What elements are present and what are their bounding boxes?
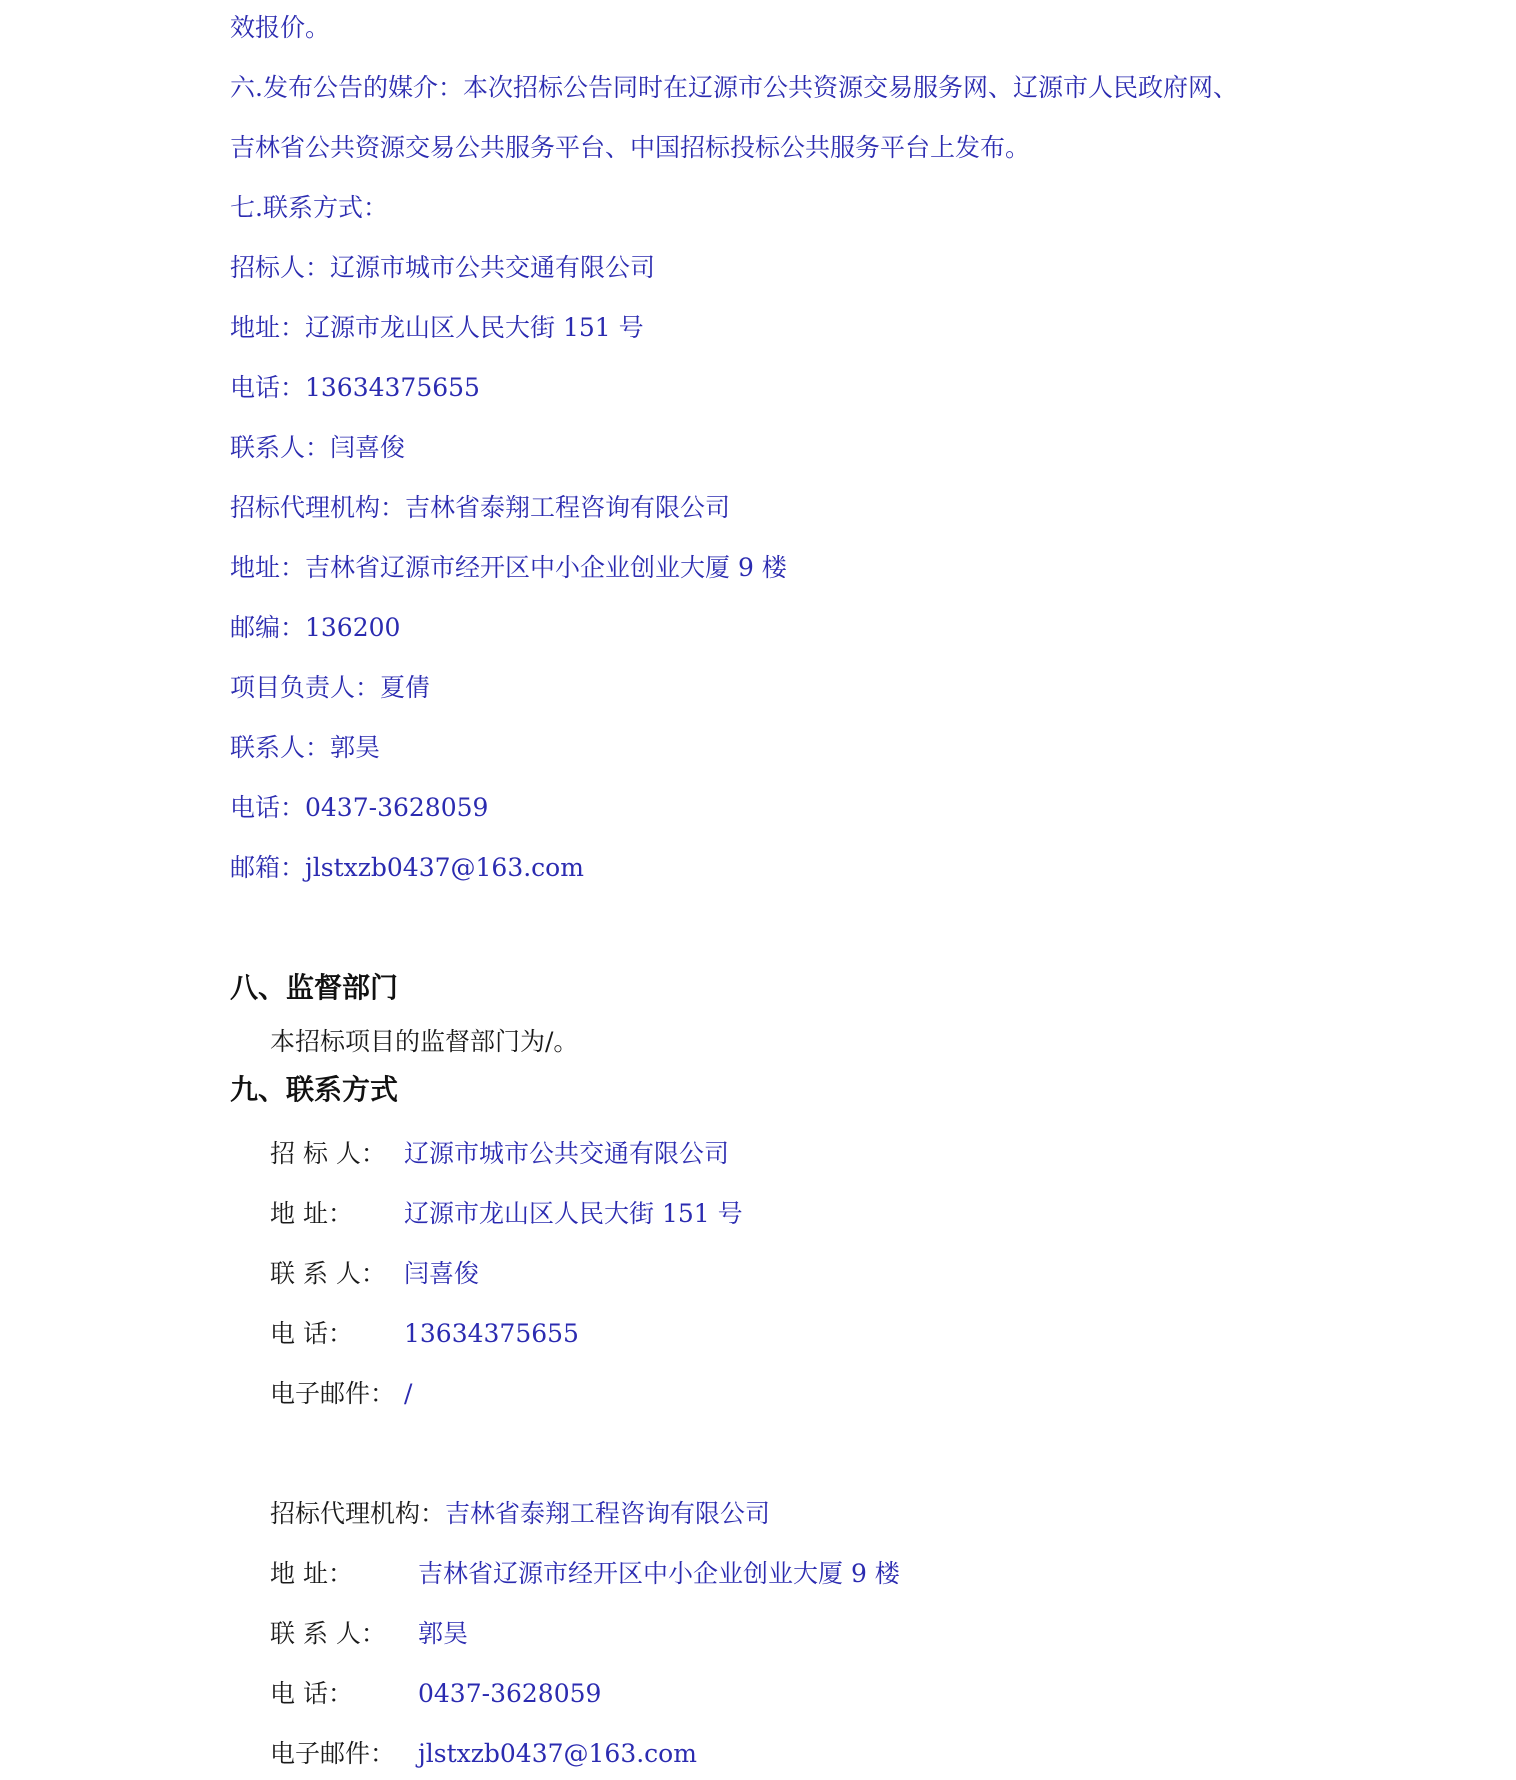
field-label: 地 址：: [270, 1559, 353, 1588]
text-line: 招标代理机构：吉林省泰翔工程咨询有限公司: [230, 493, 731, 522]
text-line: 联系人：闫喜俊: [230, 433, 406, 462]
text-line: 七.联系方式：: [230, 193, 388, 222]
field-value: 0437-3628059: [418, 1679, 602, 1708]
section-heading: 九、联系方式: [230, 1073, 399, 1106]
field-label: 地 址：: [270, 1199, 353, 1228]
field-value: 吉林省泰翔工程咨询有限公司: [445, 1499, 771, 1528]
contact-row: [270, 1316, 579, 1352]
section-body: 本招标项目的监督部门为/。: [270, 1027, 579, 1056]
text-line: 联系人：郭昊: [230, 733, 381, 762]
text-line: 效报价。: [230, 13, 331, 42]
text-line: 电话：0437-3628059: [230, 793, 489, 822]
field-value: 辽源市龙山区人民大街 151 号: [404, 1199, 743, 1228]
field-value: jlstxzb0437@163.com: [418, 1739, 697, 1768]
text-line: 招标人：辽源市城市公共交通有限公司: [230, 253, 656, 282]
field-value: 13634375655: [404, 1319, 579, 1348]
contact-row: [270, 1136, 729, 1172]
field-value: 辽源市城市公共交通有限公司: [404, 1139, 730, 1168]
contact-row: [270, 1676, 601, 1712]
field-label: 电 话：: [270, 1679, 353, 1708]
field-value: 吉林省辽源市经开区中小企业创业大厦 9 楼: [418, 1559, 900, 1588]
text-line: 地址：吉林省辽源市经开区中小企业创业大厦 9 楼: [230, 553, 787, 582]
field-label: 联 系 人：: [270, 1619, 386, 1648]
contact-row: [270, 1556, 900, 1592]
field-label: 电 话：: [270, 1319, 353, 1348]
section-heading: 八、监督部门: [230, 971, 399, 1004]
field-label: 电子邮件：: [270, 1379, 396, 1408]
field-label: 电子邮件：: [270, 1739, 396, 1768]
contact-row: [270, 1376, 412, 1412]
text-line: 项目负责人：夏倩: [230, 673, 431, 702]
text-line: 六.发布公告的媒介：本次招标公告同时在辽源市公共资源交易服务网、辽源市人民政府网、: [230, 73, 1238, 102]
text-line: 电话：13634375655: [230, 373, 480, 402]
text-line: 吉林省公共资源交易公共服务平台、中国招标投标公共服务平台上发布。: [230, 133, 1031, 162]
field-value: /: [404, 1379, 413, 1408]
field-label: 招标代理机构：: [270, 1499, 446, 1528]
contact-row: [270, 1256, 479, 1292]
email-line: 邮箱：jlstxzb0437@163.com: [230, 853, 584, 882]
field-label: 招 标 人：: [270, 1139, 386, 1168]
contact-row: [270, 1196, 743, 1232]
field-value: 闫喜俊: [404, 1259, 480, 1288]
field-value: 郭昊: [418, 1619, 469, 1648]
contact-row: [270, 1496, 770, 1532]
contact-row: [270, 1616, 468, 1652]
text-line: 地址：辽源市龙山区人民大街 151 号: [230, 313, 644, 342]
text-line: 邮编：136200: [230, 613, 401, 642]
contact-row: [270, 1736, 697, 1772]
field-label: 联 系 人：: [270, 1259, 386, 1288]
